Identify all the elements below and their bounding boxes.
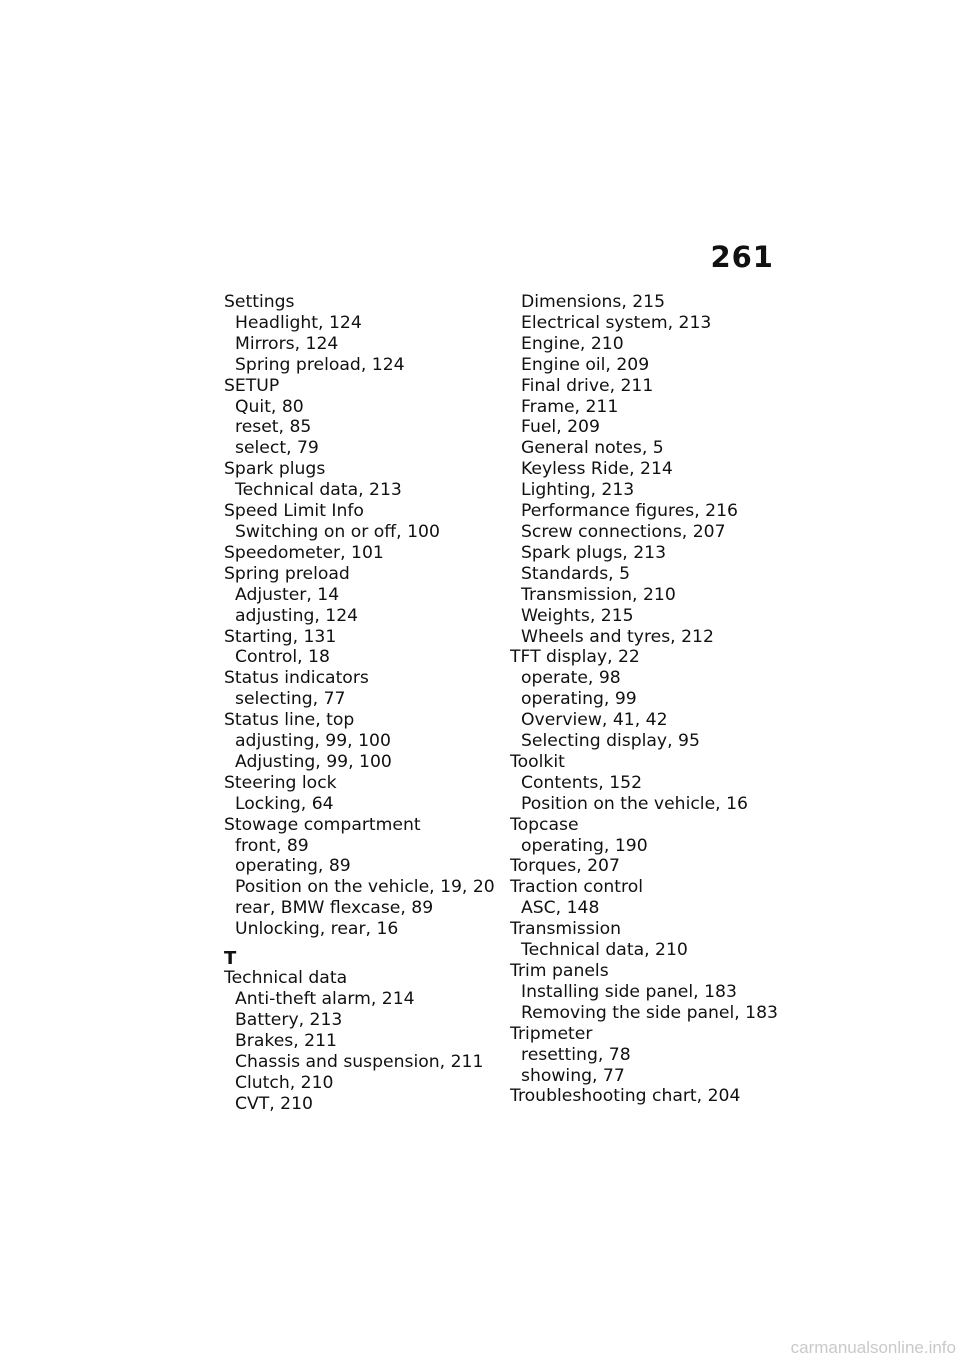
page-number: 261 (710, 240, 774, 274)
index-entry: Starting, 131 (224, 626, 337, 647)
index-entry: Spring preload (224, 563, 350, 584)
index-subentry: front, 89 (235, 835, 309, 856)
index-subentry: Overview, 41, 42 (521, 710, 668, 731)
index-subentry: Position on the vehicle, 16 (521, 793, 748, 814)
index-subentry: Clutch, 210 (235, 1072, 334, 1093)
index-subentry: Technical data, 210 (521, 940, 688, 961)
index-subentry: Chassis and suspension, 211 (235, 1051, 484, 1072)
index-entry: Settings (224, 292, 295, 312)
index-subentry: Anti-theft alarm, 214 (235, 989, 415, 1009)
index-subentry: Electrical system, 213 (521, 312, 712, 333)
index-subentry: Weights, 215 (521, 605, 634, 626)
index-subentry: Locking, 64 (235, 793, 334, 814)
index-subentry: operating, 190 (521, 835, 648, 856)
index-subentry: Engine oil, 209 (521, 354, 650, 375)
index-entry: Spark plugs (224, 459, 326, 480)
index-subentry: Adjusting, 99, 100 (235, 751, 392, 772)
index-subentry: Wheels and tyres, 212 (521, 626, 714, 647)
index-entry: Steering lock (224, 772, 337, 793)
index-entry: Transmission (510, 919, 622, 940)
index-subentry: operating, 89 (235, 856, 351, 877)
index-subentry: Lighting, 213 (521, 480, 635, 501)
index-entry: Speedometer, 101 (224, 542, 384, 563)
index-subentry: ASC, 148 (521, 898, 600, 919)
index-column-left (224, 292, 509, 1114)
index-entry: Technical data (224, 968, 348, 989)
index-entry: Status line, top (224, 710, 355, 731)
index-entry: Speed Limit Info (224, 501, 364, 522)
index-subentry: selecting, 77 (235, 689, 346, 710)
index-subentry: Screw connections, 207 (521, 521, 726, 542)
index-subentry: Selecting display, 95 (521, 731, 700, 752)
watermark: carmanualsonline.info (790, 1338, 956, 1357)
index-subentry: Control, 18 (235, 647, 330, 668)
index-entry: Status indicators (224, 668, 369, 689)
index-entry: Stowage compartment (224, 814, 421, 835)
index-subentry: Removing the side panel, 183 (521, 1002, 778, 1023)
index-subentry: Contents, 152 (521, 772, 643, 793)
index-subentry: Quit, 80 (235, 396, 304, 417)
index-subentry: Switching on or off, 100 (235, 521, 440, 542)
index-subentry: Transmission, 210 (521, 584, 676, 605)
index-entry: TFT display, 22 (510, 647, 640, 668)
index-section-letter: T (224, 948, 237, 970)
index-subentry: select, 79 (235, 438, 319, 459)
index-entry: Tripmeter (510, 1023, 593, 1044)
index-entry: Traction control (510, 877, 643, 898)
index-entry: SETUP (224, 375, 280, 396)
index-subentry: Dimensions, 215 (521, 292, 666, 312)
index-entry: Topcase (510, 814, 579, 835)
index-subentry: operating, 99 (521, 689, 637, 710)
index-subentry: Battery, 213 (235, 1009, 343, 1030)
index-subentry: showing, 77 (521, 1065, 625, 1086)
index-subentry: Spark plugs, 213 (521, 542, 667, 563)
index-entry: Toolkit (510, 751, 565, 772)
index-subentry: Engine, 210 (521, 333, 624, 354)
index-subentry: rear, BMW flexcase, 89 (235, 898, 434, 919)
index-subentry: Installing side panel, 183 (521, 981, 737, 1002)
index-subentry: Mirrors, 124 (235, 333, 339, 354)
index-subentry: Spring preload, 124 (235, 354, 405, 375)
index-column-right (510, 292, 800, 1107)
index-subentry: resetting, 78 (521, 1044, 631, 1065)
index-subentry: Headlight, 124 (235, 312, 362, 333)
index-entry: Torques, 207 (510, 856, 620, 877)
index-subentry: reset, 85 (235, 417, 312, 438)
index-subentry: Keyless Ride, 214 (521, 459, 673, 480)
index-subentry: Adjuster, 14 (235, 584, 340, 605)
index-subentry: Fuel, 209 (521, 417, 600, 438)
index-subentry: Unlocking, rear, 16 (235, 919, 399, 940)
index-entry: Troubleshooting chart, 204 (510, 1086, 741, 1107)
index-entry: Trim panels (510, 961, 609, 981)
index-subentry: adjusting, 124 (235, 605, 359, 626)
index-subentry: Standards, 5 (521, 563, 631, 584)
index-subentry: operate, 98 (521, 668, 621, 689)
index-subentry: Position on the vehicle, 19, 20 (235, 877, 495, 898)
index-subentry: Final drive, 211 (521, 375, 654, 396)
index-subentry: Performance figures, 216 (521, 501, 738, 522)
index-subentry: CVT, 210 (235, 1093, 313, 1114)
index-subentry: Brakes, 211 (235, 1030, 337, 1051)
index-subentry: Technical data, 213 (235, 480, 402, 501)
index-subentry: Frame, 211 (521, 396, 619, 417)
index-subentry: adjusting, 99, 100 (235, 731, 391, 752)
index-subentry: General notes, 5 (521, 438, 664, 459)
